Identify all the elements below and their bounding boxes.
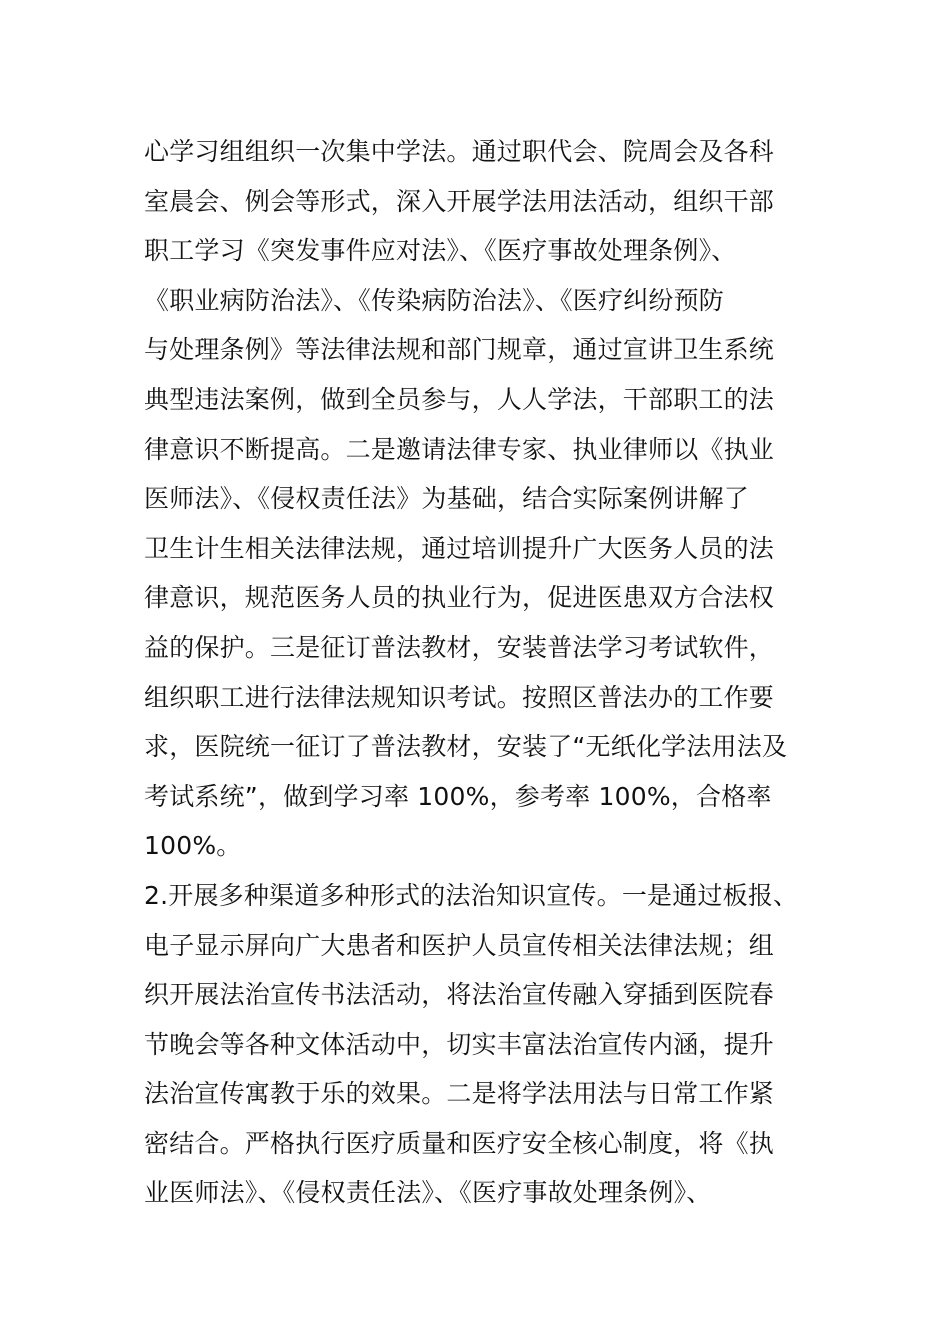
text-line: 电子显示屏向广大患者和医护人员宣传相关法律法规；组	[144, 930, 775, 960]
text-line: 2.开展多种渠道多种形式的法治知识宣传。一是通过板报、	[144, 880, 799, 910]
text-line: 律意识不断提高。二是邀请法律专家、执业律师以《执业	[144, 434, 775, 464]
text-line: 考试系统”，做到学习率 100%，参考率 100%，合格率	[144, 781, 772, 811]
text-line: 律意识，规范医务人员的执业行为，促进医患双方合法权	[144, 583, 775, 613]
text-line: 《职业病防治法》、《传染病防治法》、《医疗纠纷预防	[144, 285, 725, 315]
text-line: 典型违法案例，做到全员参与，人人学法，干部职工的法	[144, 384, 775, 414]
text-line: 益的保护。三是征订普法教材，安装普法学习考试软件，	[144, 632, 775, 662]
text-line: 职工学习《突发事件应对法》、《医疗事故处理条例》、	[144, 236, 737, 266]
text-line: 室晨会、例会等形式，深入开展学法用法活动，组织干部	[144, 186, 775, 216]
text-line: 与处理条例》等法律法规和部门规章，通过宣讲卫生系统	[144, 335, 775, 365]
text-line: 节晚会等各种文体活动中，切实丰富法治宣传内涵，提升	[144, 1029, 775, 1059]
text-line: 织开展法治宣传书法活动，将法治宣传融入穿插到医院春	[144, 980, 775, 1010]
text-line: 心学习组组织一次集中学法。通过职代会、院周会及各科	[144, 137, 775, 166]
text-line: 求，医院统一征订了普法教材，安装了“无纸化学法用法及	[144, 732, 788, 762]
text-line: 卫生计生相关法律法规，通过培训提升广大医务人员的法	[144, 533, 775, 563]
body-text	[144, 127, 824, 1218]
text-line: 法治宣传寓教于乐的效果。二是将学法用法与日常工作紧	[144, 1079, 775, 1109]
text-line: 医师法》、《侵权责任法》为基础，结合实际案例讲解了	[144, 484, 750, 514]
text-line: 业医师法》、《侵权责任法》、《医疗事故处理条例》、	[144, 1178, 712, 1208]
text-line: 100%。	[144, 831, 242, 861]
text-line: 密结合。严格执行医疗质量和医疗安全核心制度，将《执	[144, 1128, 775, 1158]
text-line: 组织职工进行法律法规知识考试。按照区普法办的工作要	[144, 682, 775, 712]
